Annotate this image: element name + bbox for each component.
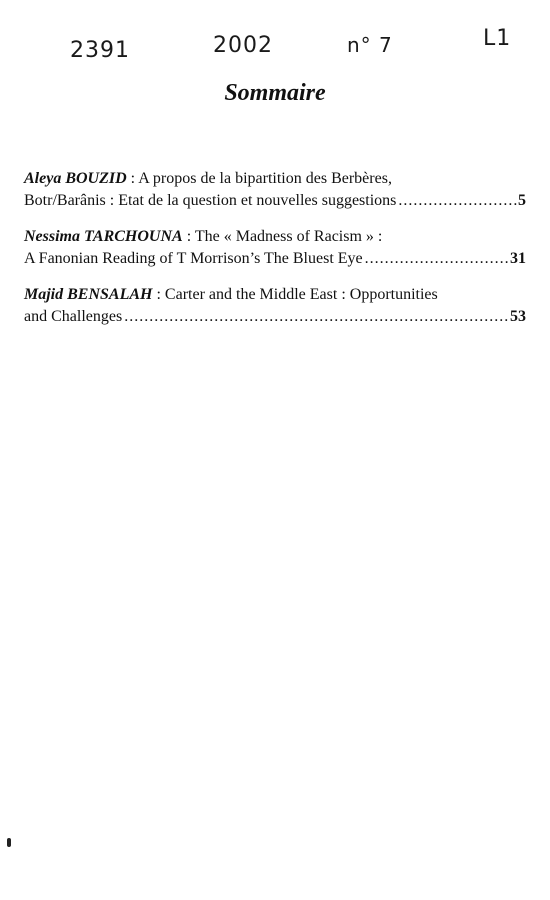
table-of-contents bbox=[24, 168, 526, 342]
toc-entry bbox=[24, 226, 526, 270]
toc-entry-heading bbox=[24, 168, 526, 190]
toc-entry-title-end: and Challenges bbox=[24, 308, 123, 325]
toc-entry bbox=[24, 168, 526, 212]
toc-entry-title-line bbox=[24, 248, 526, 270]
handwritten-note-year: 2002 bbox=[213, 33, 273, 58]
toc-entry-title-end: Botr/Barânis : Etat de la question et nouvelles suggestions bbox=[24, 192, 397, 209]
toc-entry-title-start: : The « Madness of Racism » : bbox=[182, 228, 383, 245]
page-title: Sommaire bbox=[224, 80, 326, 106]
dot-leader bbox=[363, 248, 510, 270]
toc-entry-author: Aleya BOUZID bbox=[24, 170, 127, 187]
toc-entry-title-start: : A propos de la bipartition des Berbères, bbox=[126, 170, 392, 187]
toc-entry-author: Majid BENSALAH bbox=[24, 286, 153, 303]
toc-entry-heading bbox=[24, 284, 526, 306]
toc-entry-author: Nessima TARCHOUNA bbox=[24, 228, 183, 245]
dot-leader bbox=[396, 190, 518, 212]
toc-entry bbox=[24, 284, 526, 328]
handwritten-note-issue: n° 7 bbox=[347, 33, 393, 57]
toc-entry-title-end: A Fanonian Reading of T Morrison’s The Bluest Eye bbox=[24, 250, 363, 267]
toc-entry-title-start: : Carter and the Middle East : Opportunities bbox=[152, 286, 438, 303]
scan-speck bbox=[7, 838, 11, 847]
handwritten-note-number: 2391 bbox=[70, 38, 130, 63]
dot-leader bbox=[122, 306, 510, 328]
toc-entry-heading bbox=[24, 226, 526, 248]
toc-entry-page-number: 53 bbox=[510, 308, 526, 325]
toc-entry-page-number: 5 bbox=[518, 192, 526, 209]
handwritten-note-code: L1 bbox=[483, 26, 512, 51]
toc-entry-title-line bbox=[24, 190, 526, 212]
toc-entry-title-line bbox=[24, 306, 526, 328]
toc-entry-page-number: 31 bbox=[510, 250, 526, 267]
